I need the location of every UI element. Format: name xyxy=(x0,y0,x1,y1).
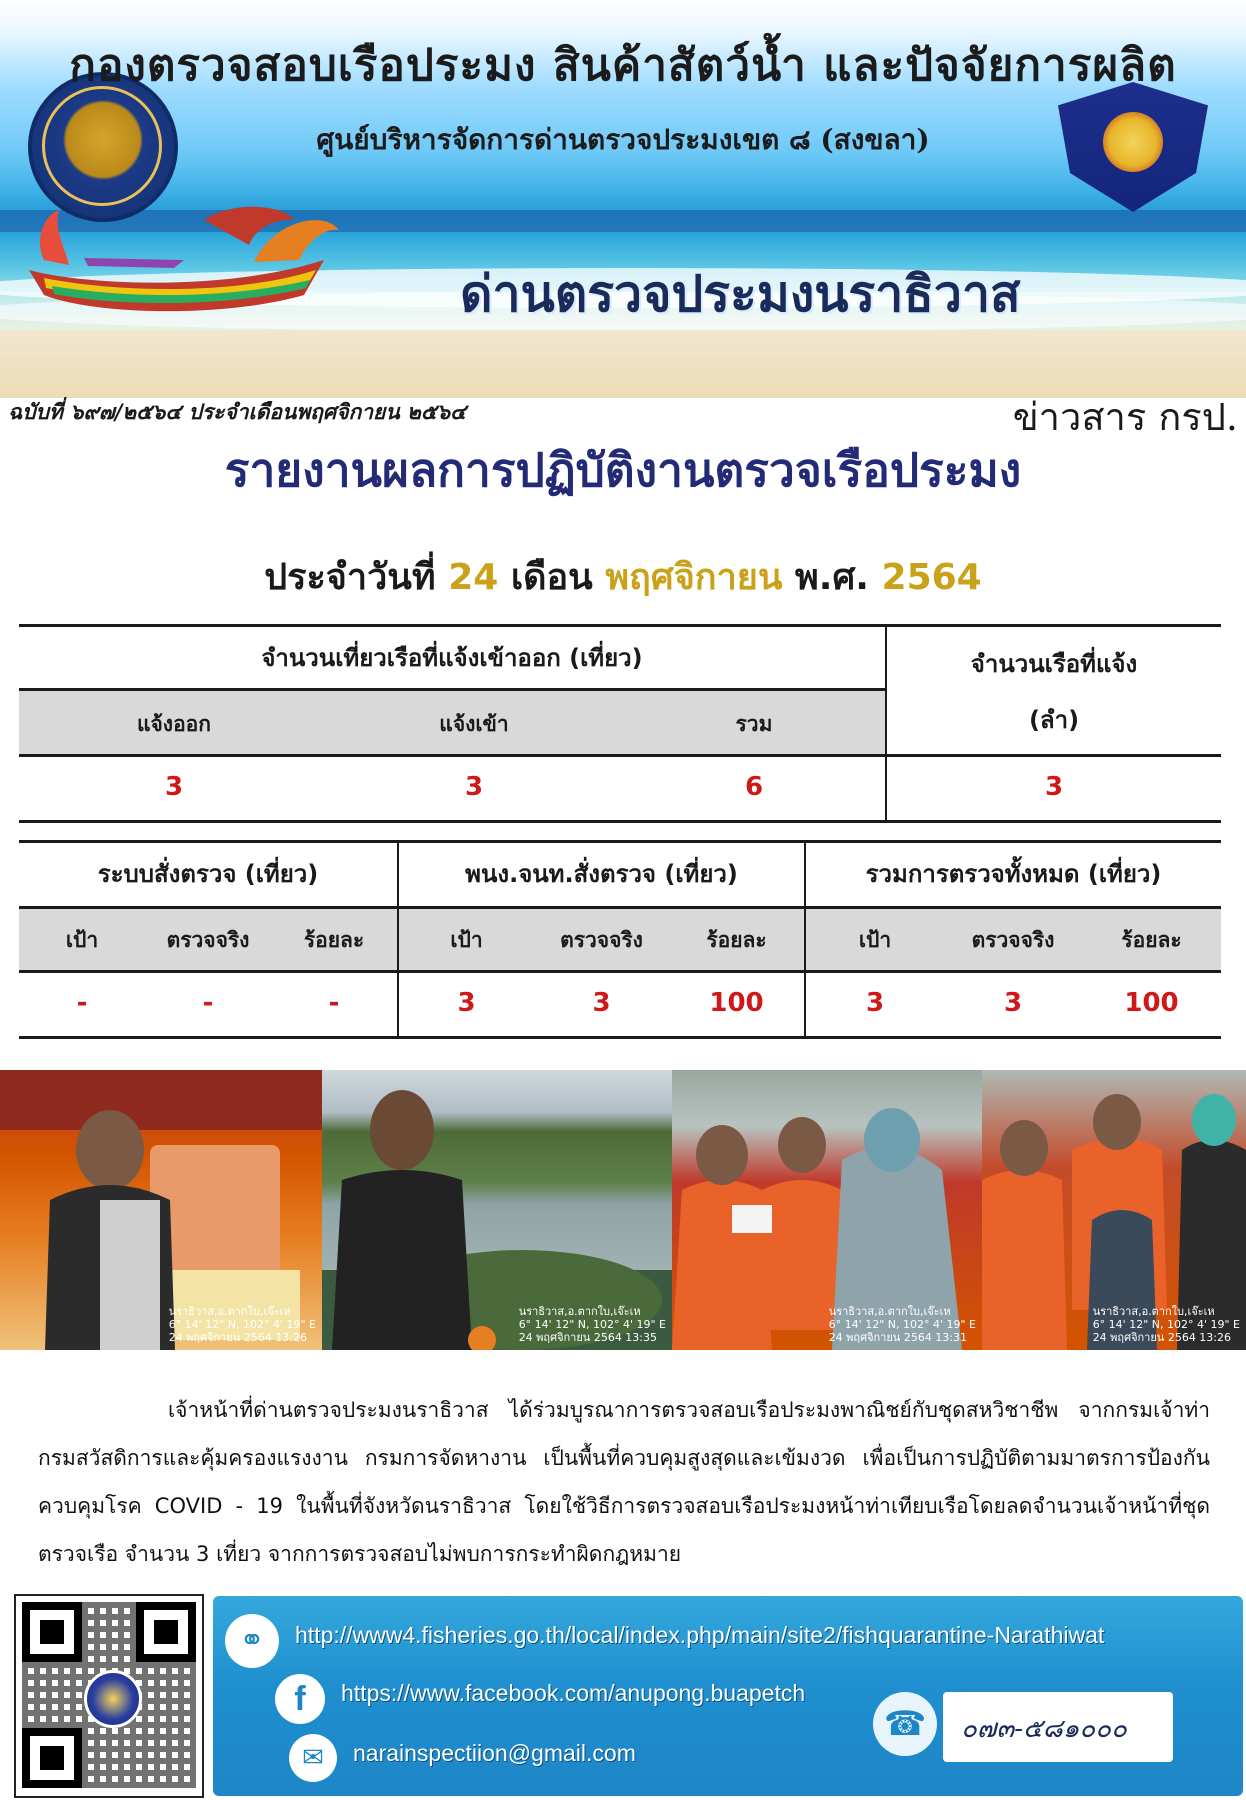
value-boats: 3 xyxy=(1044,772,1064,802)
total-target: 3 xyxy=(865,988,885,1018)
date-prefix: ประจำวันที่ xyxy=(264,557,436,598)
inspection-photo xyxy=(982,1070,1246,1350)
col-actual: ตรวจจริง xyxy=(971,928,1055,952)
phone-number[interactable]: ๐๗๓-๕๘๑๐๐๐ xyxy=(961,1714,1127,1744)
officer-percent: 100 xyxy=(709,988,764,1018)
report-month: พฤศจิกายน xyxy=(605,557,783,598)
trips-table xyxy=(19,624,1221,824)
col-actual: ตรวจจริง xyxy=(560,928,643,952)
total-percent: 100 xyxy=(1124,988,1179,1018)
officer-actual: 3 xyxy=(592,988,611,1018)
inspection-photo xyxy=(672,1070,982,1350)
station-name: ด่านตรวจประมงนราธิวาส xyxy=(460,264,1021,323)
news-label: ข่าวสาร กรป. xyxy=(1012,395,1238,439)
value-out: 3 xyxy=(164,772,184,802)
boats-header: จำนวนเรือที่แจ้ง xyxy=(970,650,1138,678)
header-title: กองตรวจสอบเรือประมง สินค้าสัตว์น้ำ และปัจจัยการผลิต xyxy=(69,40,1177,91)
inspection-table xyxy=(19,840,1221,1040)
col-percent: ร้อยละ xyxy=(706,928,767,952)
issue-number: ฉบับที่ ๖๙๗/๒๕๖๔ ประจำเดือนพฤศจิกายน ๒๕๖๔ xyxy=(8,399,466,424)
website-link[interactable]: http://www4.fisheries.go.th/local/index.php/main/site2/fishquarantine-Narathiwat xyxy=(295,1622,1105,1648)
qr-code[interactable] xyxy=(14,1594,204,1798)
col-target: เป้า xyxy=(858,928,892,952)
report-title: รายงานผลการปฏิบัติงานตรวจเรือประมง xyxy=(224,443,1022,497)
group-header-officer: พนง.จนท.สั่งตรวจ (เที่ยว) xyxy=(465,860,738,888)
photo-stamp: นราธิวาส,อ.ตากใบ,เจ๊ะเห 6° 14' 12" N, 102° 4' 19" E 24 พฤศจิกายน 2564 13:26 xyxy=(1092,1305,1240,1344)
col-out: แจ้งออก xyxy=(136,712,212,736)
photo-stamp: นราธิวาส,อ.ตากใบ,เจ๊ะเห 6° 14' 12" N, 102° 4' 19" E 24 พฤศจิกายน 2564 13:26 xyxy=(168,1305,316,1344)
value-in: 3 xyxy=(464,772,484,802)
header-banner xyxy=(0,0,1246,398)
inspection-photo xyxy=(0,1070,322,1350)
phone-icon: ☎ xyxy=(873,1692,937,1756)
trips-header: จำนวนเที่ยวเรือที่แจ้งเข้าออก (เที่ยว) xyxy=(261,644,643,672)
group-header-total: รวมการตรวจทั้งหมด (เที่ยว) xyxy=(865,860,1162,888)
value-total: 6 xyxy=(744,772,764,802)
group-header-system: ระบบสั่งตรวจ (เที่ยว) xyxy=(97,860,319,888)
col-percent: ร้อยละ xyxy=(1121,928,1182,952)
boats-header-unit: (ลำ) xyxy=(1028,706,1080,734)
photo-stamp: นราธิวาส,อ.ตากใบ,เจ๊ะเห 6° 14' 12" N, 102° 4' 19" E 24 พฤศจิกายน 2564 13:35 xyxy=(518,1305,666,1344)
facebook-icon: f xyxy=(275,1674,325,1724)
col-target: เป้า xyxy=(450,928,483,952)
facebook-link[interactable]: https://www.facebook.com/anupong.buapetch xyxy=(341,1680,806,1706)
photo-stamp: นราธิวาส,อ.ตากใบ,เจ๊ะเห 6° 14' 12" N, 102° 4' 19" E 24 พฤศจิกายน 2564 13:31 xyxy=(828,1305,976,1344)
col-in: แจ้งเข้า xyxy=(439,712,509,736)
officer-target: 3 xyxy=(457,988,476,1018)
contact-panel xyxy=(213,1596,1243,1796)
fishery-badge-icon xyxy=(84,1670,142,1728)
globe-icon: ⚭ xyxy=(225,1614,279,1668)
inspection-photo xyxy=(322,1070,672,1350)
col-percent: ร้อยละ xyxy=(303,928,365,952)
mail-icon: ✉ xyxy=(289,1734,337,1782)
col-total: รวม xyxy=(735,712,773,736)
year-prefix: พ.ศ. xyxy=(795,557,869,598)
system-target: - xyxy=(76,988,88,1018)
header-subtitle: ศูนย์บริหารจัดการด่านตรวจประมงเขต ๘ (สงขลา) xyxy=(316,123,930,156)
photo-strip xyxy=(0,1070,1246,1350)
report-year: 2564 xyxy=(881,557,982,598)
report-date xyxy=(0,548,1246,605)
col-target: เป้า xyxy=(65,928,99,952)
korlae-boat-illustration xyxy=(24,200,344,320)
email-link[interactable]: narainspectiion@gmail.com xyxy=(353,1740,636,1766)
col-actual: ตรวจจริง xyxy=(166,928,250,952)
system-percent: - xyxy=(328,988,340,1018)
system-actual: - xyxy=(202,988,214,1018)
total-actual: 3 xyxy=(1003,988,1023,1018)
report-paragraph: เจ้าหน้าที่ด่านตรวจประมงนราธิวาส ได้ร่วมบูรณาการตรวจสอบเรือประมงพาณิชย์กับชุดสหวิชาชีพ จากกรมเจ้าท่า กรมสวัสดิการและคุ้มครองแรงงาน กรมการจัดหางาน เป็นพื้นที่ควบคุมสูงสุดและเข้มงวด เพื่อเป็นการปฏิบัติตามมาตรการป้องกันควบคุมโรค COVID - 19 ในพื้นที่จังหวัดนราธิวาส โดยใช้วิธีการตรวจสอบเรือประมงหน้าท่าเทียบเรือโดยลดจำนวนเจ้าหน้าที่ชุดตรวจเรือ จำนวน 3 เที่ยว จากการตรวจสอบไม่พบการกระทำผิดกฎหมาย xyxy=(38,1398,1210,1566)
month-prefix: เดือน xyxy=(510,557,593,598)
report-day: 24 xyxy=(448,557,499,598)
